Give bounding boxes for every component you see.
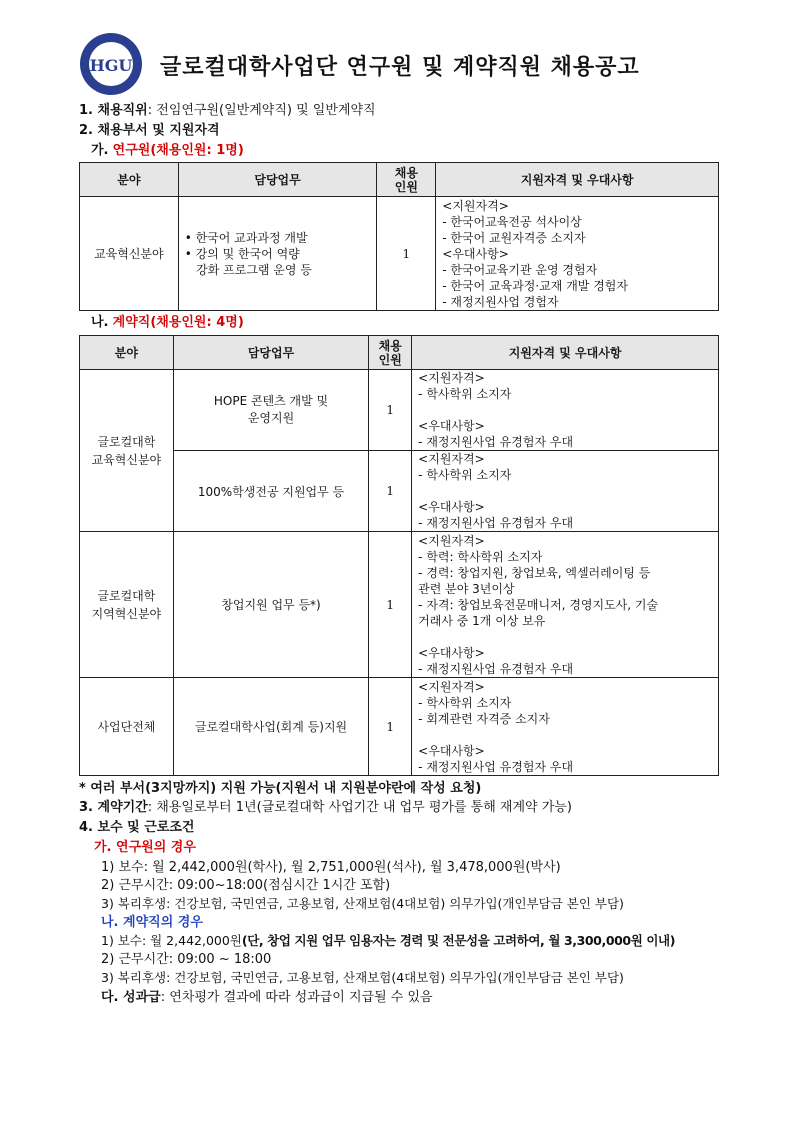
table2-count: 1 xyxy=(369,532,412,678)
qual-line: <우대사항> xyxy=(418,419,485,433)
table2-quals-hope xyxy=(412,370,719,451)
table1-header-duties: 담당업무 xyxy=(178,163,377,197)
table1-header-quals: 지원자격 및 우대사항 xyxy=(436,163,719,197)
qual-line: - 재정지원사업 유경험자 우대 xyxy=(418,759,574,774)
subsection-ga-label: 연구원(채용인원: 1명) xyxy=(112,143,244,158)
section-2-label: 2. 채용부서 및 지원자격 xyxy=(79,123,220,138)
field-line: 교육혁신분야 xyxy=(91,452,162,467)
qual-blank xyxy=(418,402,718,418)
field-line: 글로컬대학 xyxy=(97,588,156,603)
cond-ga-item: 2) 근무시간: 09:00~18:00(점심시간 1시간 포함) xyxy=(101,878,391,893)
table2-count: 1 xyxy=(369,370,412,451)
table2-duty-startup: 창업지원 업무 등*) xyxy=(173,532,369,678)
table2-field-edu xyxy=(80,370,174,532)
table1-duties xyxy=(178,197,377,311)
field-line: 글로컬대학 xyxy=(97,434,156,449)
qual-line: <지원자격> xyxy=(418,533,485,548)
table2-quals-accounting xyxy=(412,678,719,776)
qual-line: - 재정지원사업 경험자 xyxy=(442,294,559,309)
university-logo xyxy=(79,32,143,96)
qual-line: <지원자격> xyxy=(418,679,485,694)
table2-count: 1 xyxy=(369,678,412,776)
qual-line: <우대사항> xyxy=(442,246,509,261)
qual-line: 관련 분야 3년이상 xyxy=(418,581,515,596)
qual-blank xyxy=(418,629,718,645)
table2-duty-major: 100%학생전공 지원업무 등 xyxy=(173,451,369,532)
section-1 xyxy=(79,103,376,119)
table1-field: 교육혁신분야 xyxy=(80,197,179,311)
table2-quals-major xyxy=(412,451,719,532)
table1-header-count: 채용 인원 xyxy=(377,163,436,197)
page-title: 글로컬대학사업단 연구원 및 계약직원 채용공고 xyxy=(160,55,640,80)
cond-na-label: 나. 계약직의 경우 xyxy=(101,915,203,930)
qual-line: - 학사학위 소지자 xyxy=(418,695,512,710)
cond-ga-label: 가. 연구원의 경우 xyxy=(94,840,196,855)
table2-quals-startup xyxy=(412,532,719,678)
table2-duty-accounting: 글로컬대학사업(회계 등)지원 xyxy=(173,678,369,776)
cond-da xyxy=(101,990,433,1006)
logo-text: HGU xyxy=(89,56,133,75)
qual-line: - 재정지원사업 유경험자 우대 xyxy=(418,435,574,449)
qual-line: - 한국어교육전공 석사이상 xyxy=(442,214,582,229)
table2-duty-hope xyxy=(173,370,369,451)
section-3-text: : 채용일로부터 1년(글로컬대학 사업기간 내 업무 평가를 통해 재계약 가능) xyxy=(147,800,572,815)
qual-line: 거래사 중 1개 이상 보유 xyxy=(418,613,546,628)
qual-line: <우대사항> xyxy=(418,500,485,514)
table1-count: 1 xyxy=(377,197,436,311)
qual-line: - 한국어 교원자격증 소지자 xyxy=(442,230,586,245)
section-3 xyxy=(79,800,572,816)
qual-line: - 한국어교육기관 운영 경험자 xyxy=(442,262,598,277)
cond-na-item: 2) 근무시간: 09:00 ~ 18:00 xyxy=(101,952,272,967)
duty-line: HOPE 콘텐츠 개발 및 xyxy=(213,394,329,408)
section-1-label: 1. 채용직위 xyxy=(79,103,148,118)
table2-field-all: 사업단전체 xyxy=(80,678,174,776)
section-3-label: 3. 계약기간 xyxy=(79,800,148,815)
subsection-ga-prefix: 가. xyxy=(91,143,109,158)
contract-table xyxy=(79,335,719,776)
qual-line: - 재정지원사업 유경험자 우대 xyxy=(418,516,574,530)
qual-line: - 학력: 학사학위 소지자 xyxy=(418,549,543,564)
cond-ga-item: 3) 복리후생: 건강보험, 국민연금, 고용보험, 산재보험(4대보험) 의무가입(개인부담금 본인 부담) xyxy=(101,896,624,911)
subsection-ga xyxy=(91,143,244,159)
subsection-na-prefix: 나. xyxy=(91,315,109,330)
researcher-table xyxy=(79,162,719,311)
qual-line: <지원자격> xyxy=(442,198,509,213)
duty-line: • 강의 및 한국어 역량 xyxy=(184,246,300,261)
qual-line: - 경력: 창업지원, 창업보육, 엑셀러레이팅 등 xyxy=(418,565,651,580)
cond-da-text: : 연차평가 결과에 따라 성과급이 지급될 수 있음 xyxy=(160,990,433,1005)
qual-blank xyxy=(418,483,718,499)
table2-field-region xyxy=(80,532,174,678)
qual-line: <우대사항> xyxy=(418,645,485,660)
cond-da-label: 다. 성과급 xyxy=(101,990,161,1005)
duty-line: 강화 프로그램 운영 등 xyxy=(184,262,312,277)
qual-line: - 한국어 교육과정·교재 개발 경험자 xyxy=(442,278,628,293)
qual-line: - 회계관련 자격증 소지자 xyxy=(418,711,550,726)
section-1-text: : 전임연구원(일반계약직) 및 일반계약직 xyxy=(147,103,376,118)
cond-na-item: 3) 복리후생: 건강보험, 국민연금, 고용보험, 산재보험(4대보험) 의무가입(개인부담금 본인 부담) xyxy=(101,970,624,985)
qual-line: <지원자격> xyxy=(418,452,485,466)
qual-line: - 자격: 창업보육전문매니저, 경영지도사, 기술 xyxy=(418,597,659,612)
note: * 여러 부서(3지망까지) 지원 가능(지원서 내 지원분야란에 작성 요청) xyxy=(79,781,482,796)
cond-na-item-1-prefix: 1) 보수: 월 2,442,000원 xyxy=(101,933,242,948)
table1-quals xyxy=(436,197,719,311)
qual-line: - 재정지원사업 유경험자 우대 xyxy=(418,661,574,676)
section-4-label: 4. 보수 및 근로조건 xyxy=(79,820,195,835)
table1-header-field: 분야 xyxy=(80,163,179,197)
qual-line: <지원자격> xyxy=(418,371,485,385)
table2-header-field: 분야 xyxy=(80,336,174,370)
duty-line: 운영지원 xyxy=(247,411,295,425)
table2-header-quals: 지원자격 및 우대사항 xyxy=(412,336,719,370)
cond-ga-item: 1) 보수: 월 2,442,000원(학사), 월 2,751,000원(석사), 월 3,478,000원(박사) xyxy=(101,860,561,875)
subsection-na xyxy=(91,315,244,331)
cond-na-item-1-bold: (단, 창업 지원 업무 임용자는 경력 및 전문성을 고려하여, 월 3,300,000원 이내) xyxy=(241,933,676,948)
cond-na-item-1 xyxy=(101,933,675,949)
qual-line: - 학사학위 소지자 xyxy=(418,387,512,401)
table2-header-count: 채용 인원 xyxy=(369,336,412,370)
table2-count: 1 xyxy=(369,451,412,532)
duty-line: • 한국어 교과과정 개발 xyxy=(184,230,308,245)
qual-line: <우대사항> xyxy=(418,743,485,758)
qual-line: - 학사학위 소지자 xyxy=(418,468,512,482)
qual-blank xyxy=(418,727,718,743)
field-line: 지역혁신분야 xyxy=(91,606,162,621)
table2-header-duties: 담당업무 xyxy=(173,336,369,370)
subsection-na-label: 계약직(채용인원: 4명) xyxy=(112,315,244,330)
